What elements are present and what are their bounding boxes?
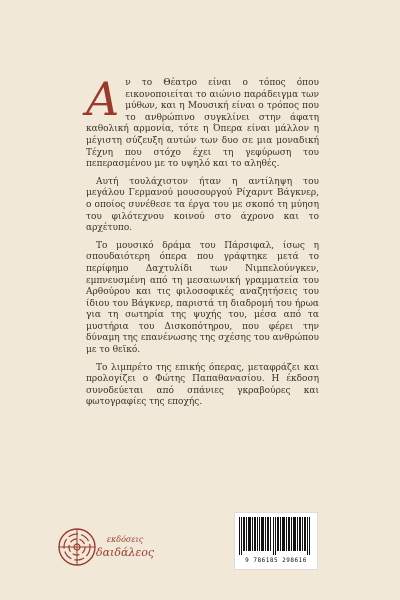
drop-cap: Α [86,72,120,126]
blurb-paragraph-4 [86,363,319,409]
paragraph-text: Αυτή τουλάχιστον ήταν η αντίληψη του μεγάλου Γερμανού μουσουργού Ρίχαρντ Βάγκνερ, ο οποίος συνέθεσε τα έργα του με σκοπό τη μύηση του φιλότεχνου κοινού στο άχρονο και το αρχέτυπο. [86,176,319,234]
paragraph-text: Το λιμπρέτο της επικής όπερας, μεταφράζει και προλογίζει ο Φώτης Παπαθανασίου. Η έκδοση συνοδεύεται από σπάνιες γκραβούρες και φωτογραφίες της εποχής. [86,362,319,408]
paragraph-text: Το μουσικό δράμα του Πάρσιφαλ, ίσως η σπουδαιότερη όπερα που γράφτηκε μετά το περίφημο Δαχτυλίδι των Νιμπελούνγκεν, εμπνευσμένη από τη μεσαιωνική γραμματεία του Αρθούρου και τις φιλοσοφικές αναζητήσεις του ίδιου του Βάγκνερ, παριστά τη διαδρομή του ήρωα για τη σωτηρία της ψυχής του, μέσα από τα μυστήρια του Δισκοπότηρου, που φέρει την δύναμη της επανένωσης της σχέσης του ανθρώπου με το θεϊκό. [86,240,319,356]
publisher-name: δαιδάλεος [95,546,155,559]
isbn-barcode [234,512,318,570]
blurb-paragraph-1 [86,72,319,171]
blurb-text [86,72,319,415]
paragraph-text: ν το Θέατρο είναι ο τόπος όπου εικονοποιείται το αιώνιο παράδειγμα των μύθων, και η Μουσική είναι ο τρόπος που το ανθρώπινο συγκλίνει στην άφατη καθολική αρμονία, τότε η Όπερα είναι μάλλον η μέγιστη σύζευξη αυτών των δυο σε μια μοναδική Τέχνη που στόχο έχει τη γεφύρωση του πεπερασμένου με το υψηλό και το αληθές. [86,78,319,170]
blurb-paragraph-3 [86,241,319,357]
isbn-number: 9 786185 298616 [245,557,307,564]
publisher-label: εκδόσεις [106,535,144,544]
blurb-paragraph-2 [86,177,319,235]
barcode-bars [239,517,313,555]
